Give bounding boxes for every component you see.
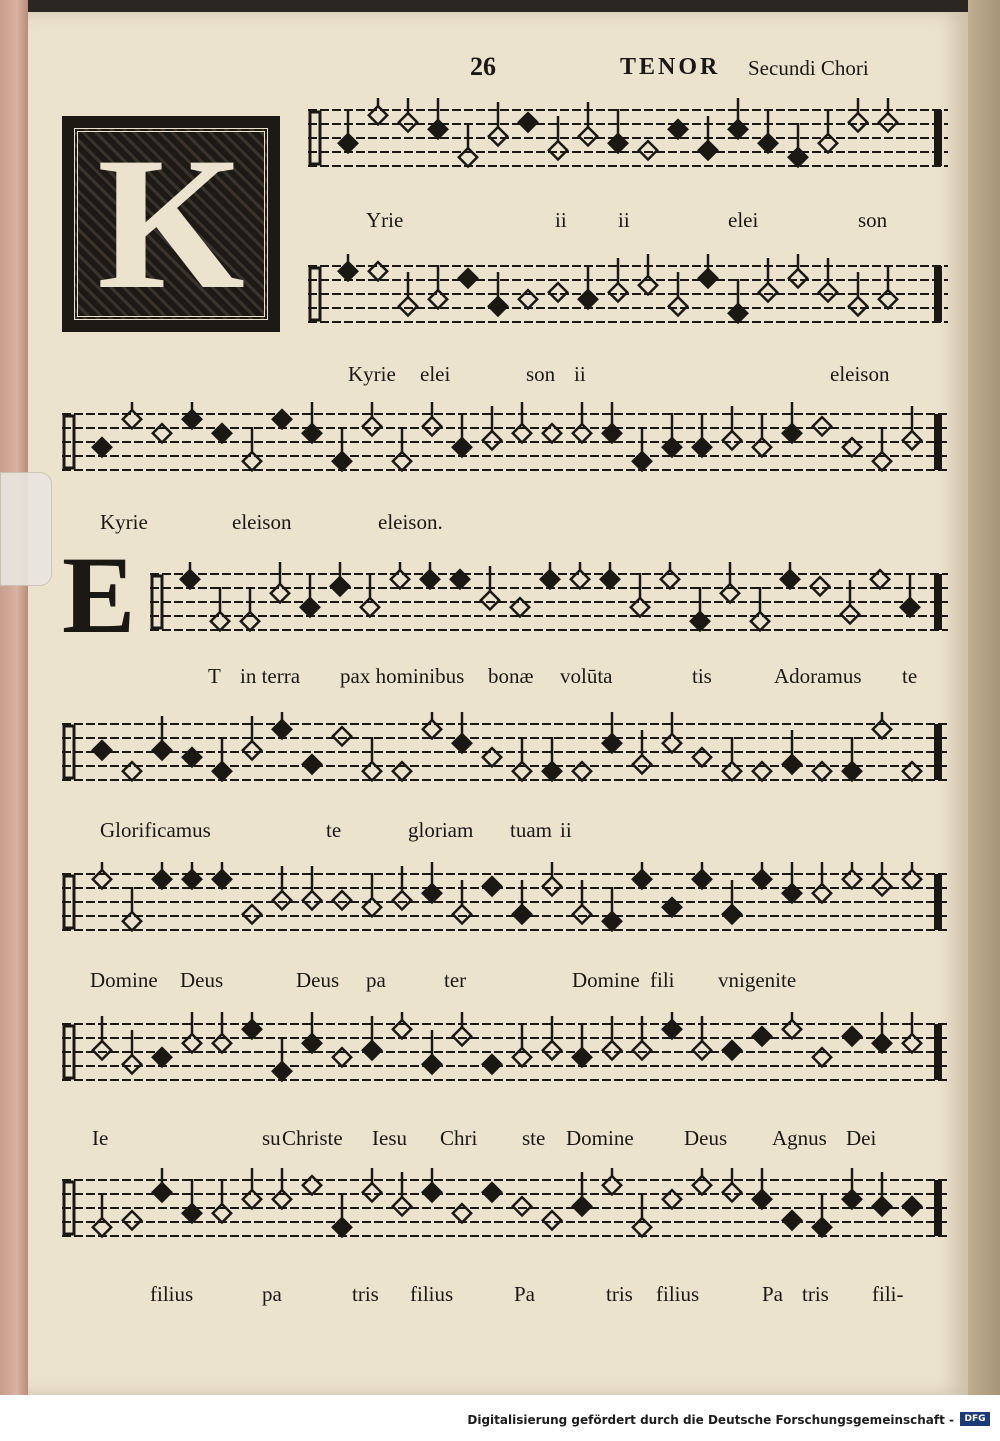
note-glyph xyxy=(213,862,231,888)
lyric-syllable: Agnus xyxy=(772,1126,827,1150)
note-glyph xyxy=(843,438,861,456)
note-glyph xyxy=(241,587,259,630)
note-glyph xyxy=(693,748,711,766)
note-glyph xyxy=(483,877,501,895)
note-glyph xyxy=(213,1012,231,1052)
note-glyph xyxy=(573,762,591,780)
note-glyph xyxy=(753,862,771,888)
note-glyph xyxy=(183,748,201,766)
note-glyph xyxy=(93,438,111,456)
lyric-syllable: ste xyxy=(522,1126,546,1150)
staff-svg xyxy=(62,1012,948,1102)
note-glyph xyxy=(513,402,531,442)
note-glyph xyxy=(903,1197,921,1215)
note-glyph xyxy=(699,254,717,287)
lyric-syllable: fili xyxy=(650,968,675,992)
note-glyph xyxy=(663,413,681,456)
note-glyph xyxy=(183,1012,201,1052)
note-glyph xyxy=(693,1168,711,1194)
lyric-syllable: Domine xyxy=(90,968,158,992)
note-glyph xyxy=(513,1023,531,1066)
note-glyph xyxy=(789,254,807,287)
lyric-syllable: volūta xyxy=(560,664,613,688)
note-glyph xyxy=(421,562,439,588)
digitization-footer xyxy=(0,1395,1000,1441)
note-glyph xyxy=(753,1168,771,1208)
note-glyph xyxy=(429,265,447,308)
lyric-syllable: te xyxy=(902,664,918,688)
note-glyph xyxy=(423,1168,441,1201)
note-glyph xyxy=(369,98,387,124)
lyric-syllable: pa xyxy=(262,1282,282,1306)
note-glyph xyxy=(153,1168,171,1201)
note-glyph xyxy=(369,262,387,280)
note-glyph xyxy=(579,265,597,308)
lyric-syllable: son xyxy=(858,208,888,232)
lyric-syllable: Deus xyxy=(180,968,224,992)
lyric-syllable: Domine xyxy=(572,968,640,992)
note-glyph xyxy=(541,562,559,588)
music-staff xyxy=(62,402,948,492)
note-glyph xyxy=(243,1012,261,1038)
note-glyph xyxy=(723,1168,741,1201)
lyric-syllable: elei xyxy=(728,208,759,232)
custos-mark xyxy=(934,874,942,930)
note-glyph xyxy=(153,1048,171,1066)
note-glyph xyxy=(549,283,567,301)
voice-part: TENOR xyxy=(620,54,721,80)
lyric-syllable: gloriam xyxy=(408,818,474,842)
lyric-syllable: Adoramus xyxy=(774,664,862,688)
note-glyph xyxy=(669,120,687,138)
note-glyph xyxy=(453,712,471,752)
music-staff xyxy=(62,1012,948,1102)
note-glyph xyxy=(729,279,747,322)
note-glyph xyxy=(273,1168,291,1208)
note-glyph xyxy=(391,562,409,588)
note-glyph xyxy=(243,905,261,923)
custos-mark xyxy=(934,266,942,322)
note-glyph xyxy=(333,1048,351,1066)
note-glyph xyxy=(871,570,889,588)
lyric-syllable: tis xyxy=(692,664,712,688)
staff-svg xyxy=(62,402,948,492)
lyric-syllable: Dei xyxy=(846,1126,877,1150)
lyrics-line xyxy=(0,818,1000,848)
note-glyph xyxy=(663,1012,681,1038)
note-glyph xyxy=(303,755,321,773)
lyric-syllable: Deus xyxy=(296,968,340,992)
note-glyph xyxy=(183,402,201,428)
note-glyph xyxy=(153,424,171,442)
custos-mark xyxy=(934,110,942,166)
note-glyph xyxy=(543,862,561,895)
note-glyph xyxy=(273,410,291,428)
note-glyph xyxy=(399,98,417,131)
lyric-syllable: tris xyxy=(606,1282,633,1306)
note-glyph xyxy=(213,424,231,442)
lyric-syllable: ii xyxy=(555,208,567,232)
note-glyph xyxy=(663,1190,681,1208)
note-glyph xyxy=(333,427,351,470)
lyric-syllable: filius xyxy=(150,1282,194,1306)
note-glyph xyxy=(753,762,771,780)
lyrics-line xyxy=(0,968,1000,998)
lyrics-line xyxy=(0,1126,1000,1156)
note-glyph xyxy=(123,1211,141,1229)
lyric-syllable: ii xyxy=(560,818,572,842)
note-glyph xyxy=(423,862,441,902)
note-glyph xyxy=(393,1012,411,1038)
music-staff xyxy=(308,98,948,188)
note-glyph xyxy=(843,737,861,780)
note-glyph xyxy=(513,737,531,780)
custos-mark xyxy=(934,1180,942,1236)
note-glyph xyxy=(843,1168,861,1208)
note-glyph xyxy=(811,577,829,595)
lyric-syllable: Glorificamus xyxy=(100,818,211,842)
note-glyph xyxy=(459,269,477,287)
music-staff xyxy=(62,862,948,952)
note-glyph xyxy=(571,562,589,588)
note-glyph xyxy=(153,862,171,888)
note-glyph xyxy=(693,413,711,456)
note-glyph xyxy=(423,402,441,435)
note-glyph xyxy=(753,413,771,456)
lyric-syllable: Christe xyxy=(282,1126,343,1150)
note-glyph xyxy=(753,1027,771,1045)
staff-svg xyxy=(62,862,948,952)
note-glyph xyxy=(573,1172,591,1215)
lyric-syllable: pa xyxy=(366,968,386,992)
lyric-syllable: fili- xyxy=(872,1282,904,1306)
note-glyph xyxy=(301,573,319,616)
note-glyph xyxy=(603,887,621,930)
note-glyph xyxy=(879,265,897,308)
lyric-syllable: Domine xyxy=(566,1126,634,1150)
custos-mark xyxy=(934,724,942,780)
lyric-syllable: pax hominibus xyxy=(340,664,465,688)
note-glyph xyxy=(691,587,709,630)
note-glyph xyxy=(453,413,471,456)
note-glyph xyxy=(639,254,657,294)
custos-mark xyxy=(934,414,942,470)
lyric-syllable: Chri xyxy=(440,1126,478,1150)
note-glyph xyxy=(663,712,681,752)
lyric-syllable: ii xyxy=(618,208,630,232)
lyric-syllable: eleison xyxy=(232,510,292,534)
note-glyph xyxy=(393,762,411,780)
note-glyph xyxy=(303,1012,321,1052)
note-glyph xyxy=(519,290,537,308)
note-glyph xyxy=(363,402,381,435)
lyric-syllable: eleison xyxy=(830,362,890,386)
note-glyph xyxy=(183,862,201,888)
lyric-syllable: eleison. xyxy=(378,510,443,534)
lyric-syllable: tris xyxy=(352,1282,379,1306)
note-glyph xyxy=(573,402,591,442)
staff-svg xyxy=(62,1168,948,1258)
lyrics-line xyxy=(0,362,1000,392)
note-glyph xyxy=(513,1197,531,1215)
music-staff xyxy=(62,1168,948,1258)
note-glyph xyxy=(849,98,867,131)
lyrics-line xyxy=(0,510,1000,540)
note-glyph xyxy=(879,98,897,131)
note-glyph xyxy=(123,887,141,930)
choir-label: Secundi Chori xyxy=(748,56,869,80)
note-glyph xyxy=(429,98,447,138)
note-glyph xyxy=(723,1041,741,1059)
note-glyph xyxy=(213,737,231,780)
note-glyph xyxy=(873,427,891,470)
note-glyph xyxy=(873,862,891,895)
note-glyph xyxy=(483,1055,501,1073)
note-glyph xyxy=(511,598,529,616)
note-glyph xyxy=(633,862,651,888)
note-glyph xyxy=(361,573,379,616)
note-glyph xyxy=(813,417,831,435)
note-glyph xyxy=(721,562,739,602)
lyric-syllable: son xyxy=(526,362,556,386)
note-glyph xyxy=(273,1037,291,1080)
note-glyph xyxy=(543,1211,561,1229)
note-glyph xyxy=(813,762,831,780)
note-glyph xyxy=(783,862,801,902)
note-glyph xyxy=(363,873,381,916)
note-glyph xyxy=(93,1193,111,1236)
lyric-syllable: Iesu xyxy=(372,1126,407,1150)
note-glyph xyxy=(363,1168,381,1201)
lyric-syllable: T xyxy=(208,664,221,688)
music-staff xyxy=(308,254,948,344)
note-glyph xyxy=(759,109,777,152)
lyrics-line xyxy=(0,1282,1000,1312)
staff-svg xyxy=(62,712,948,802)
lyric-syllable: bonæ xyxy=(488,664,534,688)
note-glyph xyxy=(123,762,141,780)
note-glyph xyxy=(483,748,501,766)
note-glyph xyxy=(633,1193,651,1236)
note-glyph xyxy=(813,862,831,902)
note-glyph xyxy=(813,1048,831,1066)
music-staff xyxy=(150,562,948,652)
note-glyph xyxy=(903,862,921,888)
note-glyph xyxy=(699,116,717,159)
note-glyph xyxy=(723,737,741,780)
note-glyph xyxy=(93,741,111,759)
note-glyph xyxy=(783,402,801,442)
note-glyph xyxy=(93,862,111,888)
lyric-syllable: Pa xyxy=(514,1282,535,1306)
note-glyph xyxy=(451,570,469,588)
lyric-syllable: su xyxy=(262,1126,281,1150)
lyric-syllable: filius xyxy=(656,1282,700,1306)
note-glyph xyxy=(243,427,261,470)
note-glyph xyxy=(609,109,627,152)
staff-svg xyxy=(308,254,948,344)
note-glyph xyxy=(903,1012,921,1052)
note-glyph xyxy=(819,109,837,152)
note-glyph xyxy=(363,737,381,780)
note-glyph xyxy=(183,1179,201,1222)
note-glyph xyxy=(483,1183,501,1201)
note-glyph xyxy=(453,1012,471,1045)
note-glyph xyxy=(903,762,921,780)
note-glyph xyxy=(271,562,289,602)
note-glyph xyxy=(789,123,807,166)
note-glyph xyxy=(123,402,141,428)
note-glyph xyxy=(453,1204,471,1222)
note-glyph xyxy=(211,587,229,630)
note-glyph xyxy=(813,1193,831,1236)
note-glyph xyxy=(243,1168,261,1208)
note-glyph xyxy=(303,1176,321,1194)
lyric-syllable: Deus xyxy=(684,1126,728,1150)
initial-e: E xyxy=(62,534,136,656)
lyric-syllable: Kyrie xyxy=(348,362,396,386)
note-glyph xyxy=(783,1211,801,1229)
note-glyph xyxy=(331,562,349,595)
lyrics-line xyxy=(0,664,1000,694)
page-header xyxy=(470,52,910,88)
initial-k-letter: K xyxy=(97,119,245,329)
lyric-syllable: tuam xyxy=(510,818,552,842)
staff-svg xyxy=(150,562,948,652)
lyric-syllable: Ie xyxy=(92,1126,109,1150)
note-glyph xyxy=(213,1179,231,1222)
lyric-syllable: Yrie xyxy=(366,208,404,232)
lyric-syllable: in terra xyxy=(240,664,301,688)
note-glyph xyxy=(543,737,561,780)
music-staff xyxy=(62,712,948,802)
note-glyph xyxy=(393,427,411,470)
lyric-syllable: ii xyxy=(574,362,586,386)
footer-credit: Digitalisierung gefördert durch die Deutsche Forschungsgemeinschaft - xyxy=(467,1413,954,1427)
custos-mark xyxy=(934,574,942,630)
lyric-syllable: Pa xyxy=(762,1282,783,1306)
note-glyph xyxy=(901,573,919,616)
note-glyph xyxy=(783,1012,801,1038)
dfg-logo: DFG xyxy=(960,1412,990,1426)
custos-mark xyxy=(934,1024,942,1080)
note-glyph xyxy=(273,712,291,738)
note-glyph xyxy=(729,98,747,138)
note-glyph xyxy=(873,1012,891,1052)
note-glyph xyxy=(603,712,621,752)
note-glyph xyxy=(661,562,679,588)
note-glyph xyxy=(333,727,351,745)
lyric-syllable: ter xyxy=(444,968,467,992)
note-glyph xyxy=(781,562,799,588)
note-glyph xyxy=(843,1027,861,1045)
note-glyph xyxy=(423,712,441,738)
note-glyph xyxy=(339,109,357,152)
note-glyph xyxy=(873,1172,891,1215)
note-glyph xyxy=(603,402,621,442)
note-glyph xyxy=(333,1193,351,1236)
note-glyph xyxy=(631,573,649,616)
note-glyph xyxy=(751,587,769,630)
note-glyph xyxy=(633,427,651,470)
staff-svg xyxy=(308,98,948,188)
note-glyph xyxy=(459,123,477,166)
note-glyph xyxy=(513,880,531,923)
note-glyph xyxy=(339,254,357,280)
note-glyph xyxy=(303,402,321,442)
note-glyph xyxy=(333,891,351,909)
lyrics-line xyxy=(0,208,1000,238)
lyric-syllable: Kyrie xyxy=(100,510,148,534)
note-glyph xyxy=(573,1023,591,1066)
lyric-syllable: filius xyxy=(410,1282,454,1306)
note-glyph xyxy=(693,862,711,888)
note-glyph xyxy=(519,113,537,131)
note-glyph xyxy=(663,898,681,916)
lyric-syllable: vnigenite xyxy=(718,968,797,992)
note-glyph xyxy=(639,141,657,159)
lyric-syllable: te xyxy=(326,818,342,842)
lyric-syllable: elei xyxy=(420,362,451,386)
note-glyph xyxy=(603,1168,621,1194)
note-glyph xyxy=(153,716,171,759)
note-glyph xyxy=(601,562,619,588)
page-number: 26 xyxy=(470,52,496,81)
lyric-syllable: tris xyxy=(802,1282,829,1306)
note-glyph xyxy=(843,862,861,888)
note-glyph xyxy=(181,562,199,588)
note-glyph xyxy=(543,424,561,442)
note-glyph xyxy=(873,712,891,738)
